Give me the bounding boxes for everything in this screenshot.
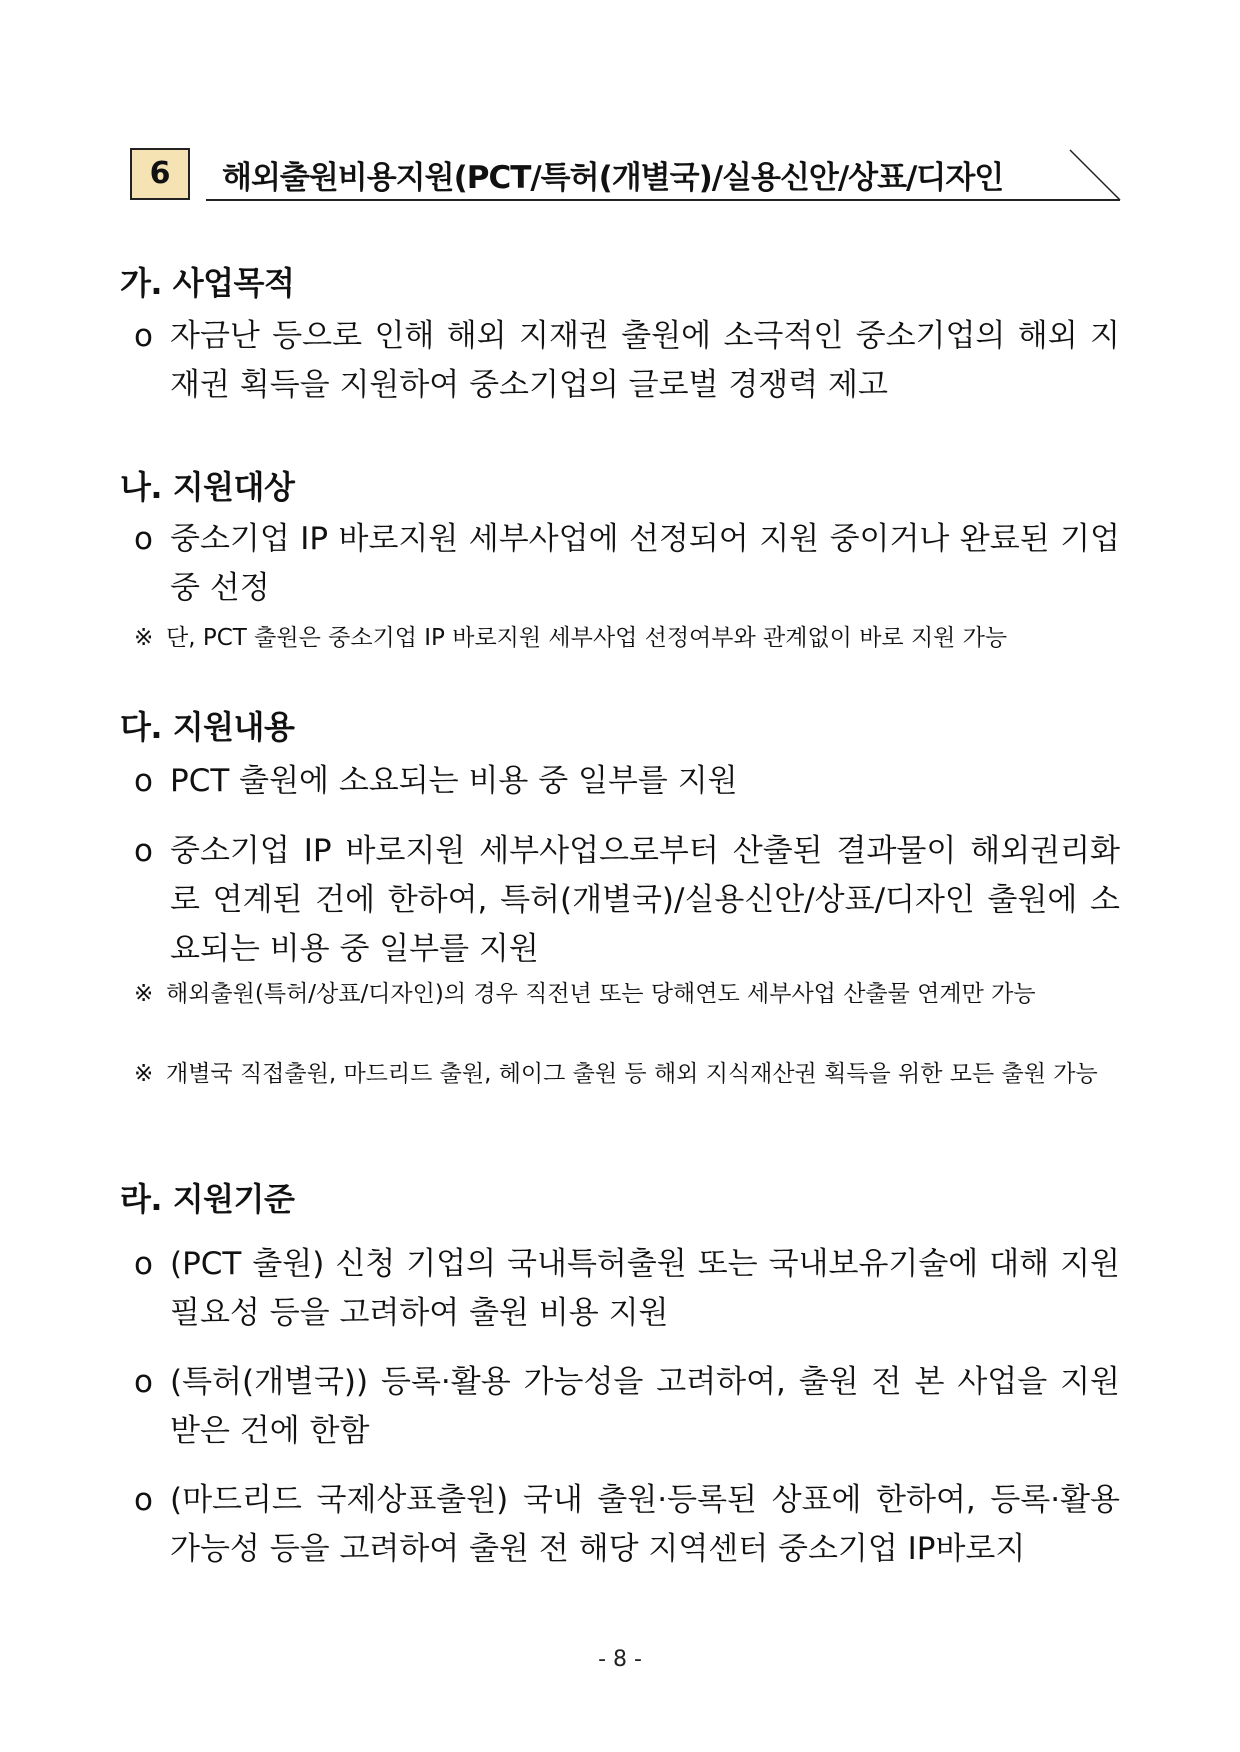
heading-content: 다. 지원내용 bbox=[120, 708, 295, 746]
bullet-text: (마드리드 국제상표출원) 국내 출원·등록된 상표에 한하여, 등록·활용 가능성 등을 고려하여 출원 전 해당 지역센터 중소기업 IP바로지 bbox=[170, 1482, 1120, 1567]
bullet-text: (PCT 출원) 신청 기업의 국내특허출원 또는 국내보유기술에 대해 지원 필요성 등을 고려하여 출원 비용 지원 bbox=[170, 1246, 1120, 1331]
note-mark: ※ bbox=[134, 981, 154, 1007]
page-number: - 8 - bbox=[598, 1647, 642, 1672]
bullet-text: 자금난 등으로 인해 해외 지재권 출원에 소극적인 중소기업의 해외 지재권 획득을 지원하여 중소기업의 글로벌 경쟁력 제고 bbox=[170, 318, 1120, 403]
bullet-mark: o bbox=[134, 1364, 153, 1400]
heading-target: 나. 지원대상 bbox=[120, 468, 295, 506]
bullet-mark: o bbox=[134, 833, 153, 869]
bullet-mark: o bbox=[134, 1482, 153, 1518]
note-mark: ※ bbox=[134, 625, 154, 651]
section-title-bar bbox=[130, 148, 1120, 204]
title-corner-decoration bbox=[1068, 148, 1122, 202]
bullet-text: 중소기업 IP 바로지원 세부사업으로부터 산출된 결과물이 해외권리화로 연계된 건에 한하여, 특허(개별국)/실용신안/상표/디자인 출원에 소요되는 비용 중 일부를 지원 bbox=[170, 833, 1120, 967]
note-text: 개별국 직접출원, 마드리드 출원, 헤이그 출원 등 해외 지식재산권 획득을 위한 모든 출원 가능 bbox=[166, 1061, 1098, 1087]
bullet-text: PCT 출원에 소요되는 비용 중 일부를 지원 bbox=[170, 763, 738, 799]
bullet-text: 중소기업 IP 바로지원 세부사업에 선정되어 지원 중이거나 완료된 기업 중 선정 bbox=[170, 521, 1120, 606]
note-text: 단, PCT 출원은 중소기업 IP 바로지원 세부사업 선정여부와 관계없이 바로 지원 가능 bbox=[166, 625, 1008, 651]
heading-purpose: 가. 사업목적 bbox=[120, 264, 295, 302]
bullet-mark: o bbox=[134, 521, 153, 557]
bullet-mark: o bbox=[134, 318, 153, 354]
title-underline bbox=[206, 199, 1120, 201]
note-mark: ※ bbox=[134, 1061, 154, 1087]
section-number-box: 6 bbox=[130, 148, 190, 200]
bullet-text: (특허(개별국)) 등록·활용 가능성을 고려하여, 출원 전 본 사업을 지원받은 건에 한함 bbox=[170, 1364, 1120, 1449]
heading-criteria: 라. 지원기준 bbox=[120, 1180, 295, 1218]
bullet-mark: o bbox=[134, 763, 153, 799]
note-text: 해외출원(특허/상표/디자인)의 경우 직전년 또는 당해연도 세부사업 산출물 연계만 가능 bbox=[166, 981, 1036, 1007]
section-title: 해외출원비용지원(PCT/특허(개별국)/실용신안/상표/디자인 bbox=[222, 160, 1004, 196]
bullet-mark: o bbox=[134, 1246, 153, 1282]
